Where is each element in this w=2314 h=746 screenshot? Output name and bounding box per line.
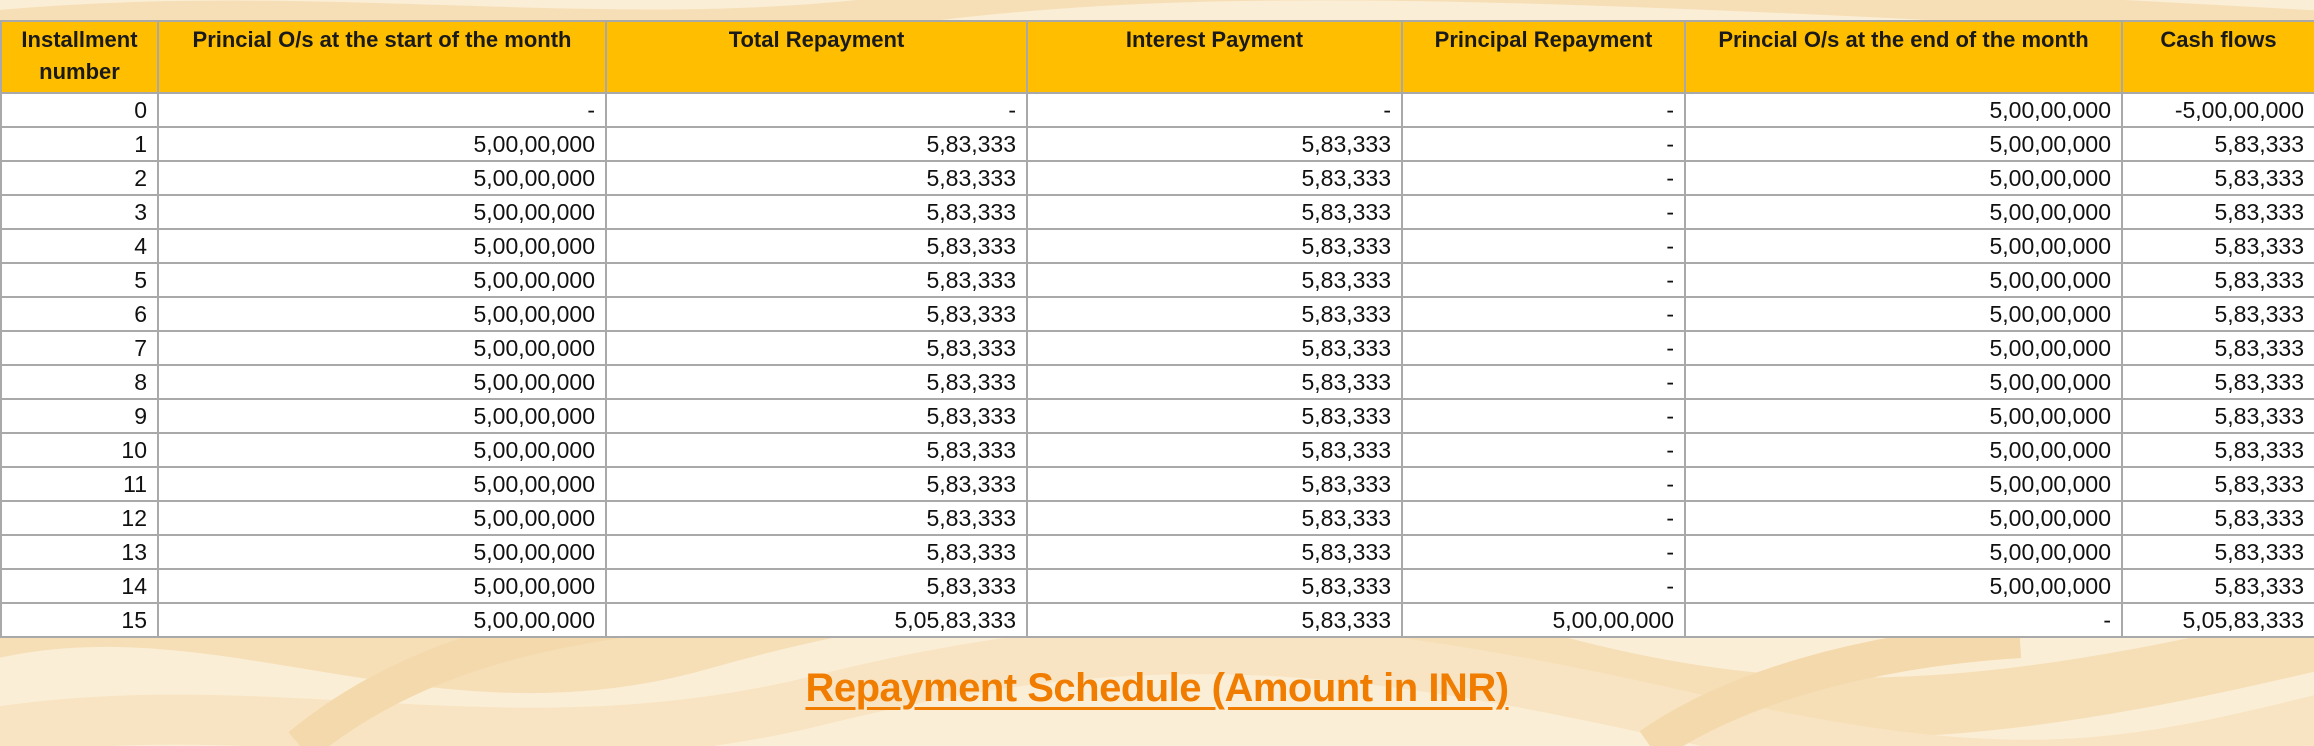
total-repayment-cell: 5,83,333 — [606, 535, 1027, 569]
installment-number-cell: 8 — [1, 365, 158, 399]
interest-payment-cell: 5,83,333 — [1027, 127, 1402, 161]
principal-repayment-cell: - — [1402, 229, 1685, 263]
principal-start-cell: 5,00,00,000 — [158, 467, 606, 501]
total-repayment-cell: 5,83,333 — [606, 365, 1027, 399]
principal-repayment-cell: - — [1402, 467, 1685, 501]
installment-number-cell: 12 — [1, 501, 158, 535]
installment-number-cell: 11 — [1, 467, 158, 501]
cash-flow-cell: 5,83,333 — [2122, 365, 2314, 399]
principal-repayment-cell: - — [1402, 501, 1685, 535]
cash-flow-cell: 5,83,333 — [2122, 399, 2314, 433]
principal-end-cell: 5,00,00,000 — [1685, 467, 2122, 501]
header-row — [1, 21, 2314, 93]
interest-payment-cell: 5,83,333 — [1027, 467, 1402, 501]
table-row — [1, 263, 2314, 297]
interest-payment-cell: 5,83,333 — [1027, 433, 1402, 467]
principal-end-cell: 5,00,00,000 — [1685, 365, 2122, 399]
table-row — [1, 93, 2314, 127]
cash-flow-cell: 5,83,333 — [2122, 195, 2314, 229]
principal-start-cell: - — [158, 93, 606, 127]
interest-payment-cell: 5,83,333 — [1027, 603, 1402, 637]
total-repayment-cell: - — [606, 93, 1027, 127]
principal-end-cell: 5,00,00,000 — [1685, 569, 2122, 603]
principal-end-cell: 5,00,00,000 — [1685, 263, 2122, 297]
installment-number-cell: 10 — [1, 433, 158, 467]
installment-number-cell: 4 — [1, 229, 158, 263]
total-repayment-cell: 5,05,83,333 — [606, 603, 1027, 637]
principal-repayment-cell: - — [1402, 331, 1685, 365]
principal-start-cell: 5,00,00,000 — [158, 433, 606, 467]
principal-end-cell: - — [1685, 603, 2122, 637]
principal-end-cell: 5,00,00,000 — [1685, 127, 2122, 161]
principal-start-cell: 5,00,00,000 — [158, 297, 606, 331]
cash-flows-header: Cash flows — [2122, 21, 2314, 93]
cash-flow-cell: 5,83,333 — [2122, 569, 2314, 603]
cash-flow-cell: 5,83,333 — [2122, 161, 2314, 195]
interest-payment-cell: 5,83,333 — [1027, 535, 1402, 569]
total-repayment-cell: 5,83,333 — [606, 195, 1027, 229]
principal-start-cell: 5,00,00,000 — [158, 501, 606, 535]
interest-payment-cell: 5,83,333 — [1027, 229, 1402, 263]
principal-start-cell: 5,00,00,000 — [158, 127, 606, 161]
cash-flow-cell: 5,83,333 — [2122, 127, 2314, 161]
total-repayment-cell: 5,83,333 — [606, 399, 1027, 433]
principal-repayment-cell: - — [1402, 365, 1685, 399]
cash-flow-cell: 5,83,333 — [2122, 229, 2314, 263]
principal-end-cell: 5,00,00,000 — [1685, 399, 2122, 433]
installment-number-cell: 1 — [1, 127, 158, 161]
principal-repayment-cell: - — [1402, 127, 1685, 161]
principal-end-cell: 5,00,00,000 — [1685, 195, 2122, 229]
table-header — [1, 21, 2314, 93]
principal-repayment-cell: - — [1402, 399, 1685, 433]
interest-payment-cell: 5,83,333 — [1027, 365, 1402, 399]
interest-payment-cell: 5,83,333 — [1027, 161, 1402, 195]
principal-repayment-cell: - — [1402, 161, 1685, 195]
table-row — [1, 569, 2314, 603]
installment-number-cell: 6 — [1, 297, 158, 331]
principal-start-cell: 5,00,00,000 — [158, 603, 606, 637]
installment-number-cell: 9 — [1, 399, 158, 433]
total-repayment-cell: 5,83,333 — [606, 127, 1027, 161]
installment-number-cell: 3 — [1, 195, 158, 229]
table-row — [1, 127, 2314, 161]
principal-end-cell: 5,00,00,000 — [1685, 433, 2122, 467]
principal-end-header: Princial O/s at the end of the month — [1685, 21, 2122, 93]
interest-payment-cell: 5,83,333 — [1027, 297, 1402, 331]
interest-payment-cell: 5,83,333 — [1027, 569, 1402, 603]
installment-number-header: Installment number — [1, 21, 158, 93]
total-repayment-cell: 5,83,333 — [606, 161, 1027, 195]
cash-flow-cell: -5,00,00,000 — [2122, 93, 2314, 127]
repayment-schedule-table — [0, 20, 2314, 638]
table-row — [1, 433, 2314, 467]
interest-payment-cell: 5,83,333 — [1027, 263, 1402, 297]
cash-flow-cell: 5,83,333 — [2122, 467, 2314, 501]
cash-flow-cell: 5,05,83,333 — [2122, 603, 2314, 637]
principal-start-cell: 5,00,00,000 — [158, 229, 606, 263]
principal-repayment-cell: - — [1402, 569, 1685, 603]
total-repayment-header: Total Repayment — [606, 21, 1027, 93]
principal-repayment-header: Principal Repayment — [1402, 21, 1685, 93]
table-row — [1, 331, 2314, 365]
principal-repayment-cell: - — [1402, 433, 1685, 467]
principal-start-cell: 5,00,00,000 — [158, 569, 606, 603]
total-repayment-cell: 5,83,333 — [606, 467, 1027, 501]
interest-payment-cell: 5,83,333 — [1027, 195, 1402, 229]
principal-end-cell: 5,00,00,000 — [1685, 161, 2122, 195]
installment-number-cell: 2 — [1, 161, 158, 195]
installment-number-cell: 15 — [1, 603, 158, 637]
table-row — [1, 365, 2314, 399]
cash-flow-cell: 5,83,333 — [2122, 535, 2314, 569]
principal-end-cell: 5,00,00,000 — [1685, 501, 2122, 535]
interest-payment-cell: 5,83,333 — [1027, 331, 1402, 365]
principal-start-cell: 5,00,00,000 — [158, 161, 606, 195]
principal-repayment-cell: - — [1402, 263, 1685, 297]
principal-end-cell: 5,00,00,000 — [1685, 535, 2122, 569]
total-repayment-cell: 5,83,333 — [606, 569, 1027, 603]
total-repayment-cell: 5,83,333 — [606, 229, 1027, 263]
table-row — [1, 297, 2314, 331]
principal-start-cell: 5,00,00,000 — [158, 535, 606, 569]
table-row — [1, 535, 2314, 569]
principal-end-cell: 5,00,00,000 — [1685, 331, 2122, 365]
table-row — [1, 467, 2314, 501]
total-repayment-cell: 5,83,333 — [606, 263, 1027, 297]
cash-flow-cell: 5,83,333 — [2122, 331, 2314, 365]
table-row — [1, 399, 2314, 433]
principal-end-cell: 5,00,00,000 — [1685, 297, 2122, 331]
principal-end-cell: 5,00,00,000 — [1685, 93, 2122, 127]
installment-number-cell: 5 — [1, 263, 158, 297]
installment-number-cell: 7 — [1, 331, 158, 365]
principal-start-cell: 5,00,00,000 — [158, 195, 606, 229]
interest-payment-header: Interest Payment — [1027, 21, 1402, 93]
cash-flow-cell: 5,83,333 — [2122, 263, 2314, 297]
principal-repayment-cell: - — [1402, 93, 1685, 127]
cash-flow-cell: 5,83,333 — [2122, 501, 2314, 535]
total-repayment-cell: 5,83,333 — [606, 501, 1027, 535]
cash-flow-cell: 5,83,333 — [2122, 297, 2314, 331]
principal-start-cell: 5,00,00,000 — [158, 331, 606, 365]
table-body — [1, 93, 2314, 637]
table-row — [1, 161, 2314, 195]
total-repayment-cell: 5,83,333 — [606, 297, 1027, 331]
table-row — [1, 603, 2314, 637]
installment-number-cell: 14 — [1, 569, 158, 603]
principal-start-cell: 5,00,00,000 — [158, 399, 606, 433]
cash-flow-cell: 5,83,333 — [2122, 433, 2314, 467]
interest-payment-cell: - — [1027, 93, 1402, 127]
interest-payment-cell: 5,83,333 — [1027, 501, 1402, 535]
table-row — [1, 195, 2314, 229]
principal-repayment-cell: - — [1402, 535, 1685, 569]
interest-payment-cell: 5,83,333 — [1027, 399, 1402, 433]
principal-start-header: Princial O/s at the start of the month — [158, 21, 606, 93]
principal-start-cell: 5,00,00,000 — [158, 365, 606, 399]
total-repayment-cell: 5,83,333 — [606, 433, 1027, 467]
principal-repayment-cell: - — [1402, 195, 1685, 229]
installment-number-cell: 13 — [1, 535, 158, 569]
principal-repayment-cell: - — [1402, 297, 1685, 331]
principal-start-cell: 5,00,00,000 — [158, 263, 606, 297]
total-repayment-cell: 5,83,333 — [606, 331, 1027, 365]
principal-end-cell: 5,00,00,000 — [1685, 229, 2122, 263]
table-caption: Repayment Schedule (Amount in INR) — [805, 666, 1509, 710]
principal-repayment-cell: 5,00,00,000 — [1402, 603, 1685, 637]
table-row — [1, 501, 2314, 535]
installment-number-cell: 0 — [1, 93, 158, 127]
table-row — [1, 229, 2314, 263]
